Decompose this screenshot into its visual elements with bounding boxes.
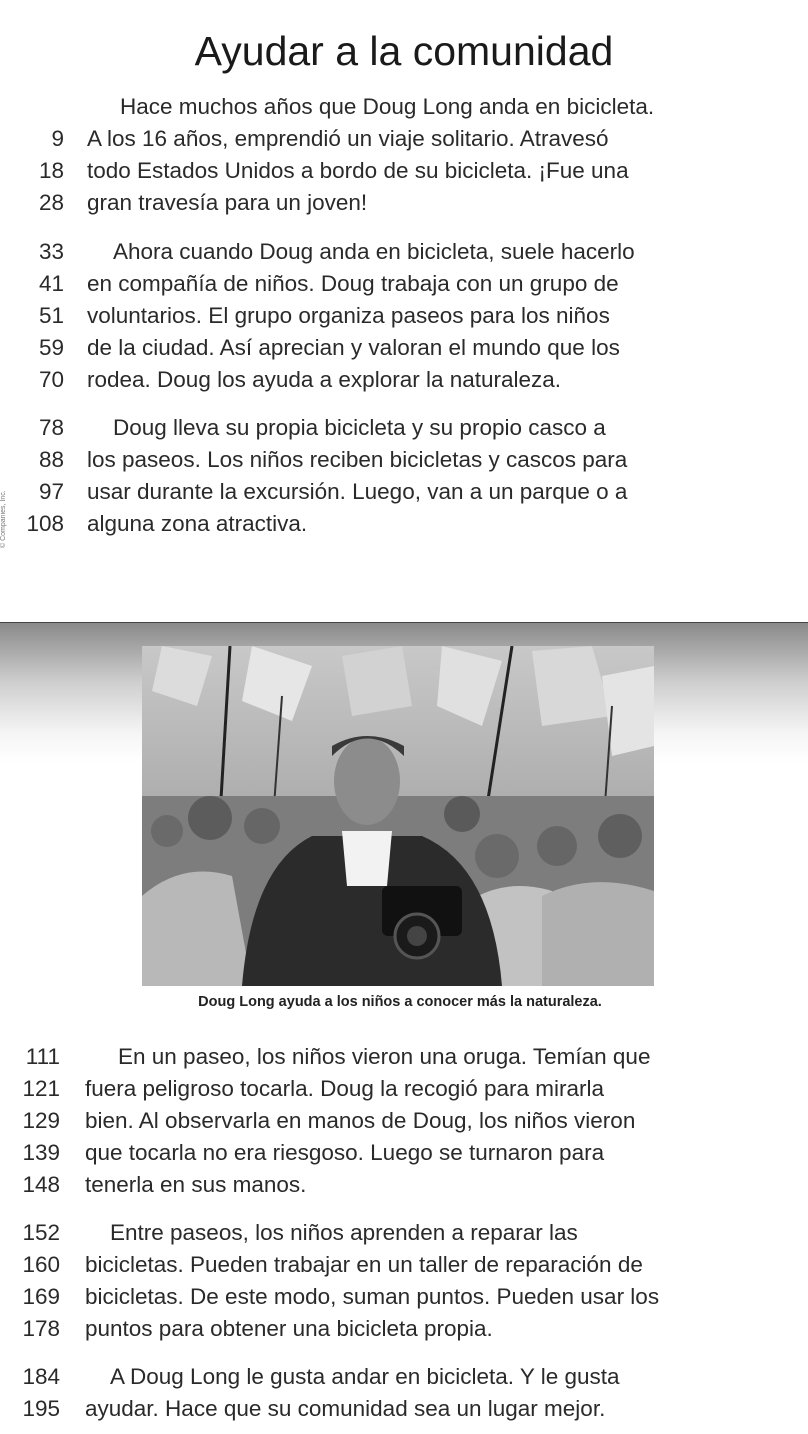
- line-text: bicicletas. Pueden trabajar en un taller de reparación de: [85, 1252, 643, 1277]
- line-text: usar durante la excursión. Luego, van a un parque o a: [87, 479, 628, 504]
- text-line: [0, 155, 808, 187]
- paragraph-4: [0, 1041, 808, 1201]
- line-text: de la ciudad. Así aprecian y valoran el mundo que los: [87, 335, 620, 360]
- word-count-number: 88: [38, 447, 64, 472]
- word-count-number: 78: [38, 415, 64, 440]
- word-count-number: 111: [25, 1044, 60, 1069]
- text-line: [0, 187, 808, 219]
- paragraph-1: [0, 91, 808, 219]
- word-count-number: 59: [38, 335, 64, 360]
- text-line: [0, 91, 808, 123]
- line-text: que tocarla no era riesgoso. Luego se turnaron para: [85, 1140, 605, 1165]
- word-count-number: 28: [38, 190, 64, 215]
- line-text: A Doug Long le gusta andar en bicicleta. Y le gusta: [110, 1364, 620, 1389]
- line-text: ayudar. Hace que su comunidad sea un lugar mejor.: [85, 1396, 606, 1421]
- line-text: bien. Al observarla en manos de Doug, los niños vieron: [85, 1108, 636, 1133]
- word-count-number: 97: [38, 479, 64, 504]
- word-count-number: 41: [38, 271, 64, 296]
- word-count-number: 51: [38, 303, 64, 328]
- line-text: A los 16 años, emprendió un viaje solitario. Atravesó: [87, 126, 609, 151]
- word-count-number: 169: [22, 1284, 60, 1309]
- copyright-side-note: © Companies, Inc.: [0, 490, 7, 548]
- line-text: los paseos. Los niños reciben bicicletas y cascos para: [87, 447, 628, 472]
- line-text: Ahora cuando Doug anda en bicicleta, suele hacerlo: [113, 239, 635, 264]
- paragraph-2: [0, 236, 808, 396]
- text-line: [0, 1361, 808, 1393]
- line-text: en compañía de niños. Doug trabaja con un grupo de: [87, 271, 619, 296]
- text-line: [0, 123, 808, 155]
- page-title: Ayudar a la comunidad: [194, 28, 614, 74]
- paragraph-5: [0, 1217, 808, 1345]
- text-line: [0, 1217, 808, 1249]
- text-line: [0, 1169, 808, 1201]
- text-line: [0, 1313, 808, 1345]
- word-count-number: 148: [22, 1172, 60, 1197]
- text-line: [0, 1041, 808, 1073]
- line-text: tenerla en sus manos.: [85, 1172, 307, 1197]
- line-text: puntos para obtener una bicicleta propia.: [85, 1316, 493, 1341]
- line-text: todo Estados Unidos a bordo de su bicicleta. ¡Fue una: [87, 158, 629, 183]
- text-line: [0, 1137, 808, 1169]
- text-line: [0, 476, 808, 508]
- word-count-number: 195: [22, 1396, 60, 1421]
- text-line: [0, 1281, 808, 1313]
- word-count-number: 9: [51, 126, 64, 151]
- text-line: [0, 1073, 808, 1105]
- text-line: [0, 236, 808, 268]
- text-line: [0, 412, 808, 444]
- line-text: Hace muchos años que Doug Long anda en bicicleta.: [120, 94, 655, 119]
- text-line: [0, 1105, 808, 1137]
- word-count-number: 184: [22, 1364, 60, 1389]
- word-count-number: 33: [38, 239, 64, 264]
- line-text: Entre paseos, los niños aprenden a reparar las: [110, 1220, 578, 1245]
- word-count-number: 129: [22, 1108, 60, 1133]
- word-count-number: 152: [22, 1220, 60, 1245]
- word-count-number: 70: [38, 367, 64, 392]
- word-count-number: 160: [22, 1252, 60, 1277]
- text-line: [0, 1393, 808, 1425]
- word-count-number: 139: [22, 1140, 60, 1165]
- text-line: [0, 300, 808, 332]
- paragraph-3: [0, 412, 808, 540]
- line-text: gran travesía para un joven!: [87, 190, 368, 215]
- photo-caption: Doug Long ayuda a los niños a conocer más la naturaleza.: [198, 994, 602, 1010]
- paragraph-6: [0, 1361, 808, 1425]
- text-line: [0, 1249, 808, 1281]
- text-line: [0, 332, 808, 364]
- text-line: [0, 268, 808, 300]
- line-text: En un paseo, los niños vieron una oruga. Temían que: [118, 1044, 651, 1069]
- text-line: [0, 508, 808, 540]
- word-count-number: 121: [22, 1076, 60, 1101]
- photo-doug-long: [142, 646, 654, 986]
- word-count-number: 108: [26, 511, 64, 536]
- word-count-number: 18: [38, 158, 64, 183]
- line-text: alguna zona atractiva.: [87, 511, 308, 536]
- line-text: Doug lleva su propia bicicleta y su propio casco a: [113, 415, 606, 440]
- line-text: rodea. Doug los ayuda a explorar la naturaleza.: [87, 367, 562, 392]
- line-text: fuera peligroso tocarla. Doug la recogió para mirarla: [85, 1076, 605, 1101]
- text-line: [0, 444, 808, 476]
- page-top: [0, 0, 808, 622]
- word-count-number: 178: [22, 1316, 60, 1341]
- photo-illustration: [142, 646, 654, 986]
- line-text: voluntarios. El grupo organiza paseos para los niños: [87, 303, 610, 328]
- text-line: [0, 364, 808, 396]
- line-text: bicicletas. De este modo, suman puntos. Pueden usar los: [85, 1284, 660, 1309]
